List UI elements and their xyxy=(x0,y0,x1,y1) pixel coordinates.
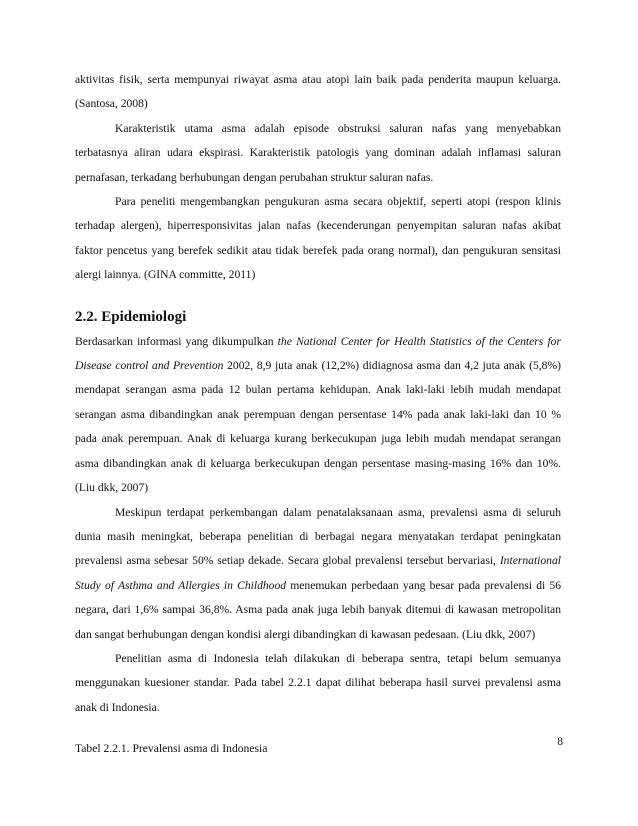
paragraph-global-prevalence xyxy=(75,501,561,647)
text-run: Meskipun terdapat perkembangan dalam penatalaksanaan asma, prevalensi asma di seluruh dunia masih meningkat, beberapa penelitian di berbagai negara menyatakan terdapat peningkatan prevalensi asma sebesar 50% setiap dekade. Secara global prevalensi tersebut bervariasi, xyxy=(75,505,561,568)
paragraph-asthma-measurement: Para peneliti mengembangkan pengukuran asma secara objektif, seperti atopi (respon klinis terhadap alergen), hiperresponsivitas jalan nafas (kecenderungan penyempitan saluran nafas akibat faktor pencetus yang berefek sedikit atau tidak berefek pada orang normal), dan pengukuran sensitasi alergi lainnya. (GINA committe, 2011) xyxy=(75,195,561,282)
text-run: 2002, 8,9 juta anak (12,2%) didiagnosa asma dan 4,2 juta anak (5,8%) mendapat serangan asma pada 12 bulan pertama kehidupan. Anak laki-laki lebih mudah mendapat serangan asma dibandingkan anak perempuan dengan persentase 14% pada anak laki-laki dan 10 % pada anak perempuan. Anak di keluarga kurang berkecukupan juga lebih mudah mendapat serangan asma dibandingkan anak di keluarga berkecukupan dengan persentase masing-masing 16% dan 10%. (Liu dkk, 2007) xyxy=(75,359,561,495)
text-run: Berdasarkan informasi yang dikumpulkan xyxy=(75,334,278,348)
text-run: menemukan perbedaan yang besar pada prevalensi di 56 negara, dari 1,6% sampai 36,8%. Asma pada anak juga lebih banyak ditemui di kawasan metropolitan dan sangat berhubungan dengan kondisi alergi dibandingkan di kawasan pedesaan. (Liu dkk, 2007) xyxy=(75,578,561,641)
section-heading-epidemiologi: 2.2. Epidemiologi xyxy=(75,308,187,325)
table-caption: Tabel 2.2.1. Prevalensi asma di Indonesia xyxy=(75,742,268,756)
paragraph-asthma-characteristics: Karakteristik utama asma adalah episode obstruksi saluran nafas yang menyebabkan terbatasnya aliran udara ekspirasi. Karakteristik patologis yang dominan adalah inflamasi saluran pernafasan, terkadang berhubungan dengan perubahan struktur saluran nafas. xyxy=(75,121,561,184)
paragraph-indonesia-research: Penelitian asma di Indonesia telah dilakukan di beberapa sentra, tetapi belum semuanya menggunakan kuesioner standar. Pada tabel 2.2.1 dapat dilihat beberapa hasil survei prevalensi asma anak di Indonesia. xyxy=(75,651,561,714)
page-body xyxy=(75,68,561,762)
page-number: 8 xyxy=(557,735,563,748)
italic-source-name: the National Center for Health Statistics of the Centers for Disease control and Prevention xyxy=(75,334,561,373)
paragraph-continuation: aktivitas fisik, serta mempunyai riwayat asma atau atopi lain baik pada penderita maupun keluarga. (Santosa, 2008) xyxy=(75,73,561,111)
italic-study-name: International Study of Asthma and Allergies in Childhood xyxy=(75,554,561,592)
paragraph-epidemiology-us xyxy=(75,330,561,501)
